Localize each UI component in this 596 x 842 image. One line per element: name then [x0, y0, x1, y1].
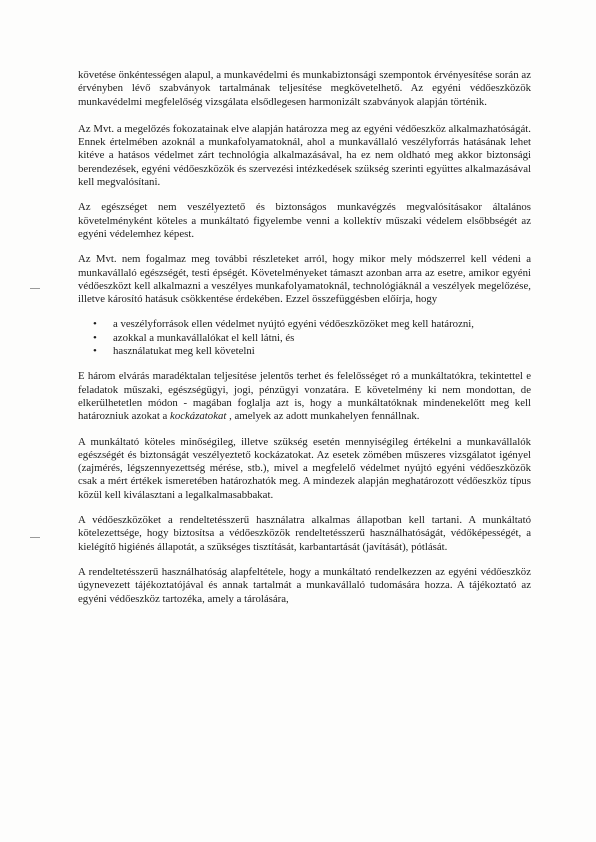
emphasis-kockazatokat: kockázatokat: [170, 410, 227, 423]
paragraph-1: követése önkéntességen alapul, a munkavédelmi és munkabiztonsági szempontok érvényesítése során az érvényben lévő szabványok tartalmának teljesítése megkövetelhető. Az egyéni védőeszközök munkavédelmi megfelelőség vizsgálata elsődlegesen harmonizált szabványok alapján történik.: [78, 69, 531, 108]
list-item-text: azokkal a munkavállalókat el kell látni, és: [113, 331, 295, 344]
bullet-icon: •: [93, 345, 97, 358]
paragraph-3: Az egészséget nem veszélyeztető és biztonságos munkavégzés megvalósításakor általános követelményként köteles a munkáltató figyelembe venni a kollektív műszaki védelem elsőbbségét az egyéni védelemhez képest.: [78, 201, 531, 240]
paragraph-7: A védőeszközöket a rendeltetésszerű használatra alkalmas állapotban kell tartani. A munkáltató kötelezettsége, hogy biztosítsa a védőeszközök rendeltetésszerű használhatóságát, védőképességét, a kielégítő higiénés állapotát, a szükséges tisztítását, karbantartását (javítását), pótlását.: [78, 514, 531, 553]
list-item-text: a veszélyforrások ellen védelmet nyújtó egyéni védőeszközöket meg kell határozni,: [113, 318, 474, 331]
requirements-list: [78, 318, 531, 358]
document-body: [78, 69, 531, 618]
margin-mark: [30, 537, 40, 538]
paragraph-5-text: E három elvárás maradéktalan teljesítése jelentős terhet és felelősséget ró a munkáltatókra, tekintettel e feladatok műszaki, egészségügyi, jogi, pénzügyi vonzatára. E követelmény ki nem mondottan, de elkerülhetetlen módon - magában foglalja azt is, hogy a munkáltatóknak mindenekelőtt meg kell határozniuk azokat a: [78, 370, 531, 423]
paragraph-4: Az Mvt. nem fogalmaz meg további részleteket arról, hogy mikor mely módszerrel kell védeni a munkavállaló egészségét, testi épségét. Követelményeket támaszt azonban arra az esetre, amikor egyéni védőeszközt kell alkalmazni a veszélyes munkafolyamatoknál, technológiáknál a veszélyek megelőzése, illetve károsító hatásuk csökkentése érdekében. Ezzel összefüggésben előírja, hogy: [78, 253, 531, 306]
paragraph-5-tail: , amelyek az adott munkahelyen fennállnak.: [226, 410, 420, 423]
paragraph-5: [78, 370, 531, 423]
list-item: [78, 345, 531, 358]
bullet-icon: •: [93, 331, 97, 344]
list-item: [78, 332, 531, 345]
list-item-text: használatukat meg kell követelni: [113, 345, 255, 358]
paragraph-8: A rendeltetésszerű használhatóság alapfeltétele, hogy a munkáltató rendelkezzen az egyéni védőeszköz úgynevezett tájékoztatójával és annak tartalmát a munkavállaló tudomására hozza. A tájékoztató az egyéni védőeszköz tartozéka, amely a tárolására,: [78, 565, 531, 605]
paragraph-2: Az Mvt. a megelőzés fokozatainak elve alapján határozza meg az egyéni védőeszköz alkalmazhatóságát. Ennek értelmében azoknál a munkafolyamatoknál, ahol a munkavállaló veszélyforrás hatásának lehet kitéve a hatásos védelmet zárt technológia alkalmazásával, ha ez nem oldható meg akkor biztonsági berendezések, egyéni védőeszközök és szervezési intézkedések szükség szerinti együttes alkalmazásával kell megvalósítani.: [78, 122, 531, 189]
bullet-icon: •: [93, 318, 97, 331]
list-item: [78, 318, 531, 331]
paragraph-6: A munkáltató köteles minőségileg, illetve szükség esetén mennyiségileg értékelni a munkavállalók egészségét és biztonságát veszélyeztető kockázatokat. Az esetek zömében műszeres vizsgálatot igényel (zajmérés, légszennyezettség mérése, stb.), mivel a megfelelő védelmet nyújtó egyéni védőeszközök csak a mért értékek ismeretében határozhatók meg. A mindezek alapján meghatározott védőeszköz típus közül kell kiválasztani a legalkalmasabbakat.: [78, 435, 531, 501]
margin-mark: [30, 288, 40, 289]
